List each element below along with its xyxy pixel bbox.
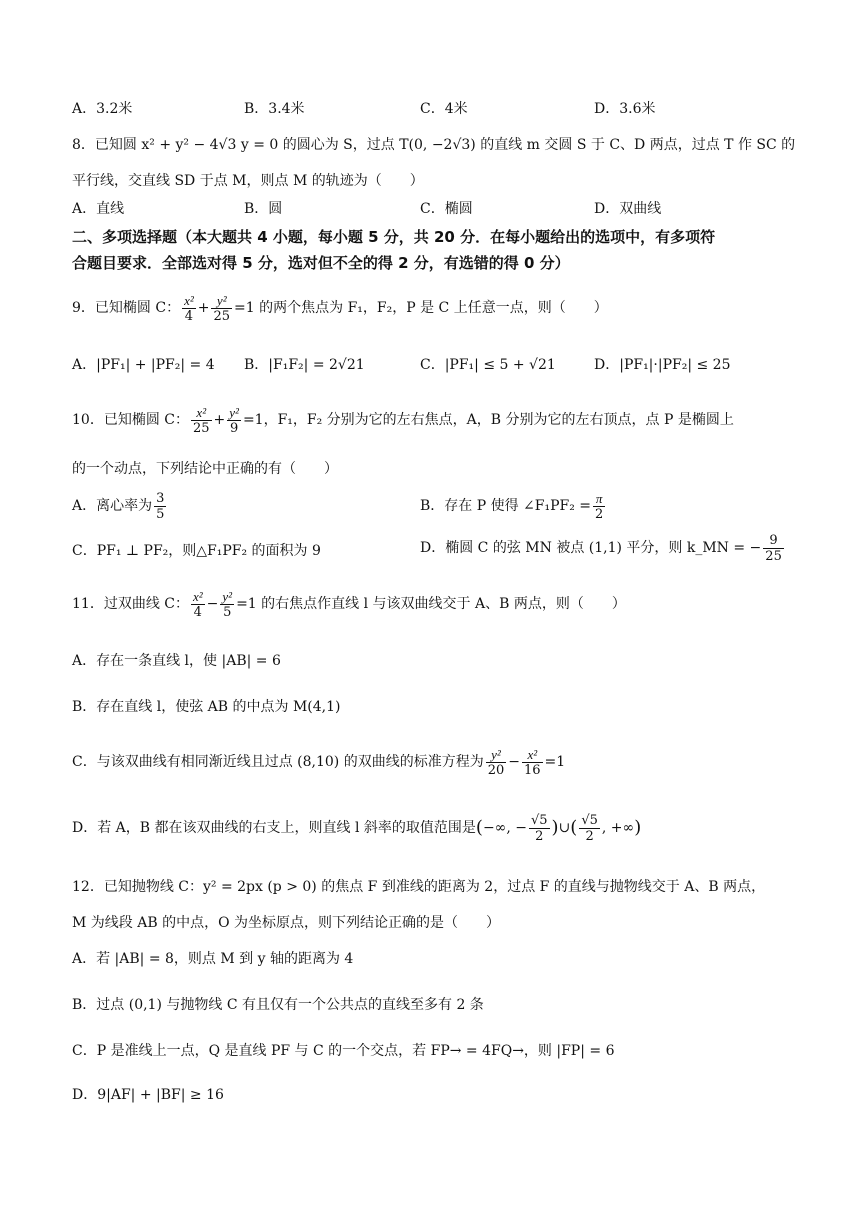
q10-option-d: [420, 530, 786, 566]
q9-stem-suffix: =1 的两个焦点为 F₁，F₂，P 是 C 上任意一点，则（ ）: [234, 300, 608, 316]
q12-option-a: A．若 |AB| = 8，则点 M 到 y 轴的距离为 4: [72, 951, 354, 967]
q10-option-b: [420, 488, 607, 524]
q10-option-a: [72, 488, 168, 524]
q12-stem-line2: M 为线段 AB 的中点，O 为坐标原点，则下列结论正确的是（ ）: [72, 915, 501, 931]
q9-stem: 9．已知椭圆 C： $\frac{\text{x²}}{4}$ + $\frac{\text{y²}}{25}$ =1 的两个焦点为 F₁，F₂，P 是 C 上任意一点，则（ ）: [72, 292, 608, 324]
q8-stem-line1: 8．已知圆 x² + y² − 4√3 y = 0 的圆心为 S，过点 T(0, −2√3) 的直线 m 交圆 S 于 C、D 两点，过点 T 作 SC 的: [72, 137, 796, 153]
q8-option-c: C．椭圆: [420, 201, 473, 217]
q12-option-c: C．P 是准线上一点，Q 是直线 PF 与 C 的一个交点，若 FP→ = 4FQ→，则 |FP| = 6: [72, 1043, 615, 1059]
q9-option-a: A．|PF₁| + |PF₂| = 4: [72, 357, 215, 373]
section2-heading-line1: 二、多项选择题（本大题共 4 小题，每小题 5 分，共 20 分．在每小题给出的选项中，有多项符: [72, 228, 716, 246]
q11-option-c-text: C．与该双曲线有相同渐近线且过点 (8,10) 的双曲线的标准方程为: [72, 754, 484, 770]
q10-option-a-fraction: $\frac{3}{5}$: [156, 490, 165, 522]
q11-stem-prefix: 11．过双曲线 C：: [72, 596, 189, 612]
q10-option-a-text: A．离心率为: [72, 498, 153, 514]
q11-option-d-text: D．若 A，B 都在该双曲线的右支上，则直线 l 斜率的取值范围是: [72, 820, 476, 836]
q8-option-b: B．圆: [244, 201, 283, 217]
q11-option-c-fraction-x: $\frac{\text{x²}}{16}$: [524, 746, 541, 778]
q9-option-c: C．|PF₁| ≤ 5 + √21: [420, 357, 556, 373]
q12-option-b: B．过点 (0,1) 与抛物线 C 有且仅有一个公共点的直线至多有 2 条: [72, 997, 484, 1013]
q11-stem-suffix: =1 的右焦点作直线 l 与该双曲线交于 A、B 两点，则（ ）: [236, 596, 626, 612]
q10-stem-prefix: 10．已知椭圆 C：: [72, 412, 189, 428]
q10-fraction-y: $\frac{\text{y²}}{9}$: [229, 404, 239, 436]
q9-option-d: D．|PF₁|·|PF₂| ≤ 25: [594, 357, 731, 373]
q11-option-d-fraction-2: $\frac{√5}{2}$: [581, 812, 598, 844]
q10-option-b-fraction: $\frac{\pi}{2}$: [595, 490, 604, 522]
q11-option-a: A．存在一条直线 l，使 |AB| = 6: [72, 653, 281, 669]
q10-option-c: C．PF₁ ⊥ PF₂，则△F₁PF₂ 的面积为 9: [72, 543, 321, 559]
section2-heading-line2: 合题目要求．全部选对得 5 分，选对但不全的得 2 分，有选错的得 0 分）: [72, 254, 570, 272]
q9-fraction-y: $\frac{\text{y²}}{25}$: [213, 292, 231, 324]
q10-stem-suffix: =1，F₁，F₂ 分别为它的左右焦点，A，B 分别为它的左右顶点，点 P 是椭圆上: [242, 412, 734, 428]
q11-option-c-fraction-y: $\frac{\text{y²}}{20}$: [487, 746, 505, 778]
q11-option-b: B．存在直线 l，使弦 AB 的中点为 M(4,1): [72, 699, 341, 715]
q10-stem-line2: 的一个动点，下列结论中正确的有（ ）: [72, 461, 338, 477]
q9-fraction-x: $\frac{\text{x²}}{4}$: [184, 292, 194, 324]
q9-stem-prefix: 9．已知椭圆 C：: [72, 300, 181, 316]
q10-option-b-text: B．存在 P 使得 ∠F₁PF₂ =: [420, 498, 592, 514]
q11-option-d: D．若 A，B 都在该双曲线的右支上，则直线 l 斜率的取值范围是(−∞, − $\frac{√5}{2}$ )∪( $\frac{√5}{2}$ , +∞): [72, 812, 642, 844]
q10-fraction-x: $\frac{\text{x²}}{25}$: [192, 404, 210, 436]
q9-option-b: B．|F₁F₂| = 2√21: [244, 357, 365, 373]
q12-stem-line1: 12．已知抛物线 C：y² = 2px (p > 0) 的焦点 F 到准线的距离为 2，过点 F 的直线与抛物线交于 A、B 两点，: [72, 879, 766, 895]
q10-option-d-text: D．椭圆 C 的弦 MN 被点 (1,1) 平分，则 k_MN = −: [420, 540, 762, 556]
q7-option-c: C．4米: [420, 101, 468, 117]
q7-option-d: D．3.6米: [594, 101, 656, 117]
q7-option-a: A．3.2米: [72, 101, 133, 117]
q11-option-c: C．与该双曲线有相同渐近线且过点 (8,10) 的双曲线的标准方程为 $\frac{\text{y²}}{20}$ − $\frac{\text{x²}}{16}$ =1: [72, 746, 566, 778]
q7-option-b: B．3.4米: [244, 101, 305, 117]
q11-fraction-x: $\frac{\text{x²}}{4}$: [192, 588, 203, 620]
q12-option-d: D．9|AF| + |BF| ≥ 16: [72, 1087, 224, 1103]
q8-option-a: A．直线: [72, 201, 125, 217]
q11-fraction-y: $\frac{\text{y²}}{5}$: [222, 588, 233, 620]
q8-stem-line2: 平行线，交直线 SD 于点 M，则点 M 的轨迹为（ ）: [72, 173, 424, 189]
q10-stem: 10．已知椭圆 C： $\frac{\text{x²}}{25}$ + $\frac{\text{y²}}{9}$ =1，F₁，F₂ 分别为它的左右焦点，A，B 分别为它的左右顶点，点 P 是椭圆上: [72, 404, 734, 436]
q8-option-d: D．双曲线: [594, 201, 662, 217]
q11-stem: 11．过双曲线 C： $\frac{\text{x²}}{4}$ − $\frac{\text{y²}}{5}$ =1 的右焦点作直线 l 与该双曲线交于 A、B 两点，则（ ）: [72, 588, 626, 620]
q10-option-d-fraction: $\frac{9}{25}$: [765, 532, 782, 564]
q11-option-d-fraction-1: $\frac{√5}{2}$: [530, 812, 548, 844]
